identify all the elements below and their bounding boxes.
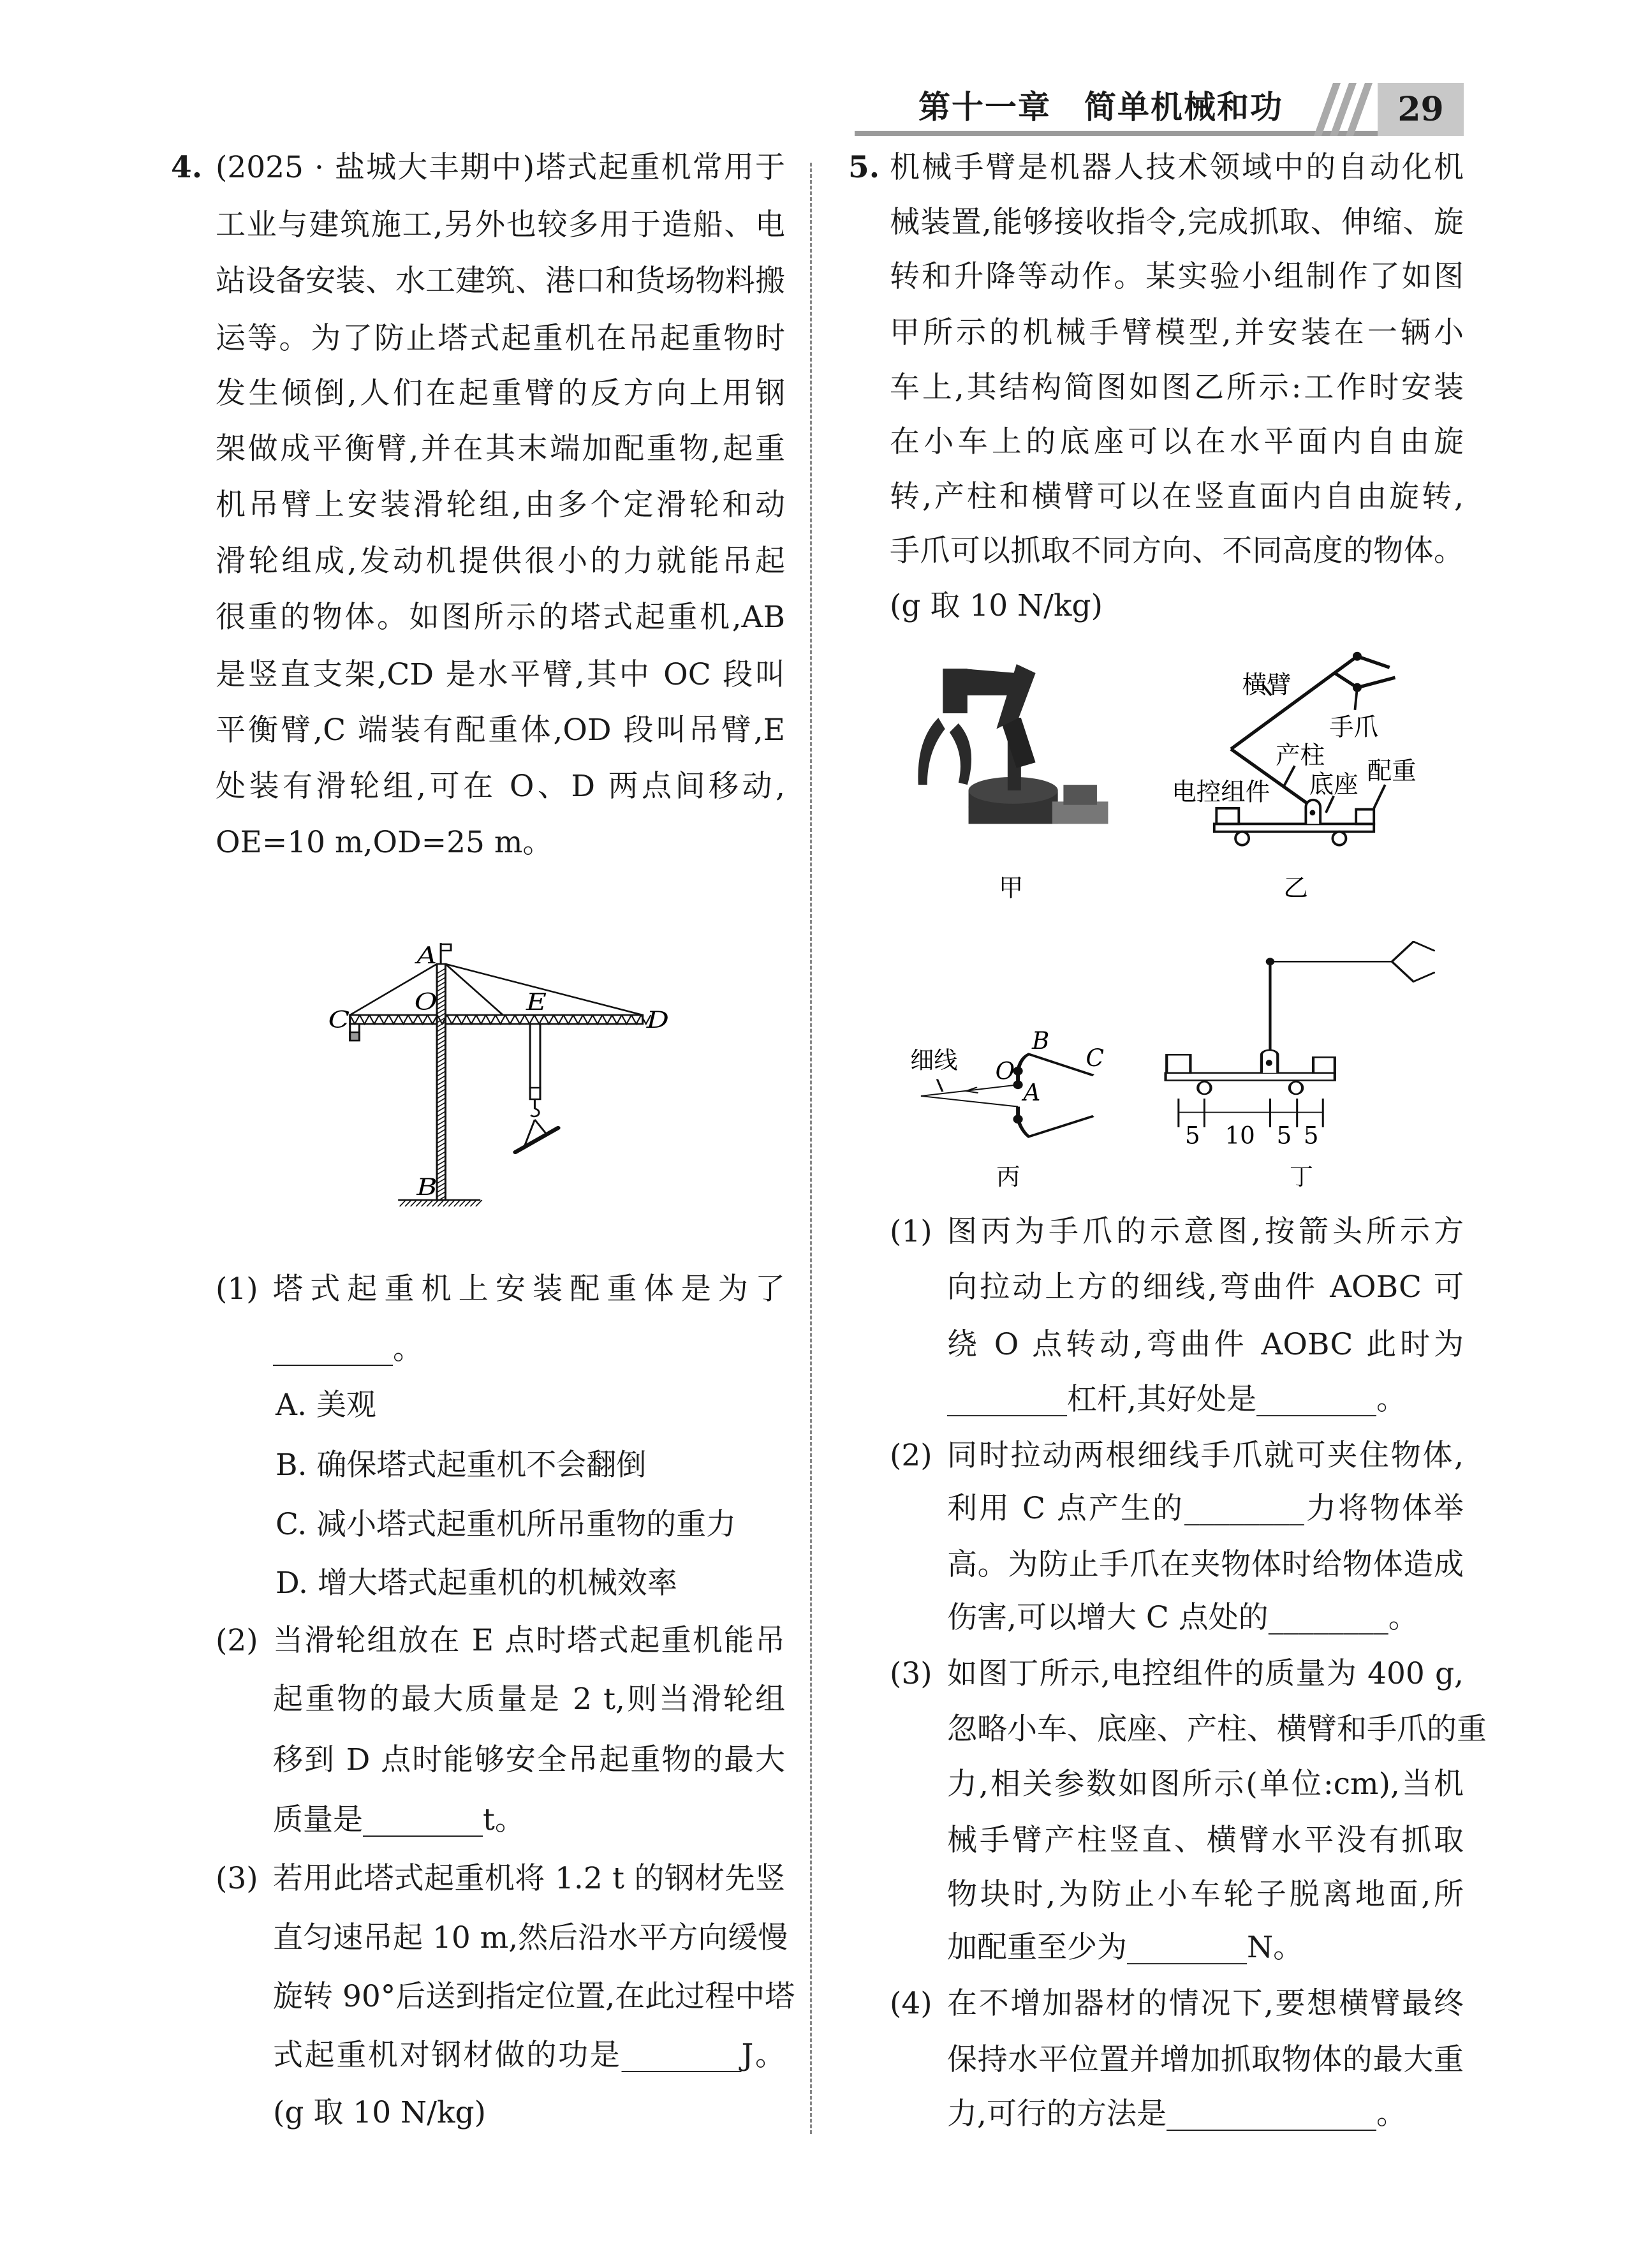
text-line: 力,相关参数如图所示(单位:cm),当机 — [947, 1766, 1464, 1802]
text-line: 手爪可以抓取不同方向、不同高度的物体。 — [890, 533, 1464, 568]
page-number: 29 — [1397, 90, 1444, 129]
text-line: 在不增加器材的情况下,要想横臂最终 — [947, 1986, 1464, 2021]
label-control-unit: 电控组件 — [1172, 778, 1270, 807]
text-line: 滑轮组成,发动机提供很小的力就能吊起 — [216, 543, 785, 579]
text-line: 架做成平衡臂,并在其末端加配重物,起重 — [216, 431, 785, 467]
label-B: B — [1032, 1026, 1050, 1055]
text-line: 向拉动上方的细线,弯曲件 AOBC 可 — [947, 1270, 1464, 1305]
text-line: 处装有滑轮组,可在 O、D 两点间移动, — [216, 769, 785, 804]
label-counterweight: 配重 — [1367, 757, 1417, 786]
question-number: (3) — [890, 1656, 932, 1691]
text-line: 运等。为了防止塔式起重机在吊起重物时 — [216, 321, 785, 356]
text-line: 保持水平位置并增加抓取物体的最大重 — [947, 2042, 1464, 2077]
robot-arm-figures — [907, 651, 1421, 902]
text-line: 同时拉动两根细线手爪就可夹住物体, — [947, 1437, 1464, 1473]
text-line: 平衡臂,C 端装有配重体,OD 段叫吊臂,E — [216, 713, 785, 748]
text-line: 质量是________t。 — [273, 1802, 525, 1837]
text-line: 绕 O 点转动,弯曲件 AOBC 此时为 — [947, 1327, 1464, 1363]
crane-figure — [319, 937, 676, 1211]
caption-jia: 甲 — [998, 874, 1024, 902]
text-line: 塔式起重机上安装配重体是为了 — [273, 1271, 785, 1307]
text-line: 甲所示的机械手臂模型,并安装在一辆小 — [890, 315, 1464, 350]
header-rule — [855, 131, 1378, 136]
question-number: (1) — [216, 1271, 258, 1307]
label-A: A — [1023, 1078, 1041, 1107]
label-C: C — [1086, 1044, 1104, 1072]
claw-and-cart-figures — [907, 941, 1435, 1191]
text-line: 机吊臂上安装滑轮组,由多个定滑轮和动 — [216, 487, 785, 523]
text-line: C. 减小塔式起重机所吊重物的重力 — [276, 1506, 737, 1542]
label-thread: 细线 — [910, 1046, 958, 1074]
caption-bing: 丙 — [996, 1162, 1020, 1190]
label-O: O — [414, 989, 438, 1016]
text-line: 发生倾倒,人们在起重臂的反方向上用钢 — [216, 375, 785, 411]
text-line: B. 确保塔式起重机不会翻倒 — [276, 1448, 647, 1483]
dim-1: 5 — [1184, 1121, 1200, 1150]
text-line: 图丙为手爪的示意图,按箭头所示方 — [947, 1213, 1464, 1249]
text-line: 物块时,为防止小车轮子脱离地面,所 — [947, 1877, 1464, 1912]
label-post: 产柱 — [1276, 741, 1325, 770]
text-line: 利用 C 点产生的________力将物体举 — [947, 1490, 1464, 1526]
label-B: B — [416, 1174, 438, 1201]
question-number: (2) — [890, 1437, 932, 1473]
label-O: O — [995, 1056, 1015, 1085]
text-line: 忽略小车、底座、产柱、横臂和手爪的重 — [947, 1712, 1487, 1747]
label-D: D — [646, 1007, 669, 1034]
dim-4: 5 — [1303, 1121, 1319, 1150]
text-line: 机械手臂是机器人技术领域中的自动化机 — [890, 150, 1464, 186]
label-C: C — [328, 1007, 350, 1034]
text-line: 械手臂产柱竖直、横臂水平没有抓取 — [947, 1822, 1464, 1858]
question-number: (1) — [890, 1213, 932, 1249]
text-line: 力,可行的方法是______________。 — [947, 2096, 1406, 2132]
label-cross-arm: 横臂 — [1242, 671, 1292, 700]
header-stripes — [1314, 83, 1384, 136]
dim-3: 5 — [1276, 1121, 1292, 1150]
label-claw: 手爪 — [1329, 713, 1379, 743]
text-line: D. 增大塔式起重机的机械效率 — [276, 1565, 677, 1601]
question-number: (2) — [216, 1622, 258, 1658]
text-line: 工业与建筑施工,另外也较多用于造船、电 — [216, 207, 785, 243]
question-number: (4) — [890, 1986, 932, 2021]
text-line: (2025 · 盐城大丰期中)塔式起重机常用于 — [216, 150, 785, 186]
label-base: 底座 — [1309, 770, 1358, 799]
text-line: 车上,其结构简图如图乙所示:工作时安装 — [890, 369, 1464, 405]
question-number: 4. — [171, 150, 203, 186]
text-line: (g 取 10 N/kg) — [890, 588, 1103, 623]
text-line: 起重物的最大质量是 2 t,则当滑轮组 — [273, 1682, 785, 1717]
text-line: 加配重至少为________N。 — [947, 1930, 1304, 1966]
text-line: 在小车上的底座可以在水平面内自由旋 — [890, 424, 1464, 459]
text-line: 旋转 90°后送到指定位置,在此过程中塔 — [273, 1978, 795, 2014]
question-number: (3) — [216, 1861, 258, 1897]
text-line: 转,产柱和横臂可以在竖直面内自由旋转, — [890, 478, 1464, 514]
label-A: A — [416, 942, 438, 969]
robot-arm-photo — [918, 664, 1108, 824]
label-E: E — [526, 989, 547, 1016]
text-line: 伤害,可以增大 C 点处的________。 — [947, 1599, 1418, 1635]
text-line: ________杠杆,其好处是________。 — [947, 1381, 1406, 1417]
column-divider — [810, 163, 812, 2134]
text-line: 式起重机对钢材做的功是________J。 — [273, 2038, 785, 2073]
caption-yi: 乙 — [1283, 874, 1308, 902]
text-line: 械装置,能够接收指令,完成抓取、伸缩、旋 — [890, 204, 1464, 240]
caption-ding: 丁 — [1289, 1162, 1314, 1190]
text-line: 高。为防止手爪在夹物体时给物体造成 — [947, 1546, 1464, 1582]
text-line: ________。 — [273, 1331, 423, 1367]
chapter-title: 第十一章 简单机械和功 — [918, 88, 1283, 126]
text-line: 转和升降等动作。某实验小组制作了如图 — [890, 259, 1464, 295]
text-line: (g 取 10 N/kg) — [273, 2095, 486, 2130]
text-line: A. 美观 — [276, 1387, 376, 1423]
text-line: 直匀速吊起 10 m,然后沿水平方向缓慢 — [273, 1920, 788, 1955]
text-line: 是竖直支架,CD 是水平臂,其中 OC 段叫 — [216, 656, 785, 692]
dim-2: 10 — [1225, 1121, 1255, 1150]
text-line: 移到 D 点时能够安全吊起重物的最大 — [273, 1742, 785, 1777]
text-line: 很重的物体。如图所示的塔式起重机,AB — [216, 599, 785, 635]
text-line: 如图丁所示,电控组件的质量为 400 g, — [947, 1656, 1464, 1691]
text-line: 当滑轮组放在 E 点时塔式起重机能吊 — [273, 1622, 785, 1658]
question-number: 5. — [848, 150, 880, 186]
text-line: 站设备安装、水工建筑、港口和货场物料搬 — [216, 263, 785, 299]
text-line: OE=10 m,OD=25 m。 — [216, 824, 553, 860]
text-line: 若用此塔式起重机将 1.2 t 的钢材先竖 — [273, 1861, 785, 1897]
